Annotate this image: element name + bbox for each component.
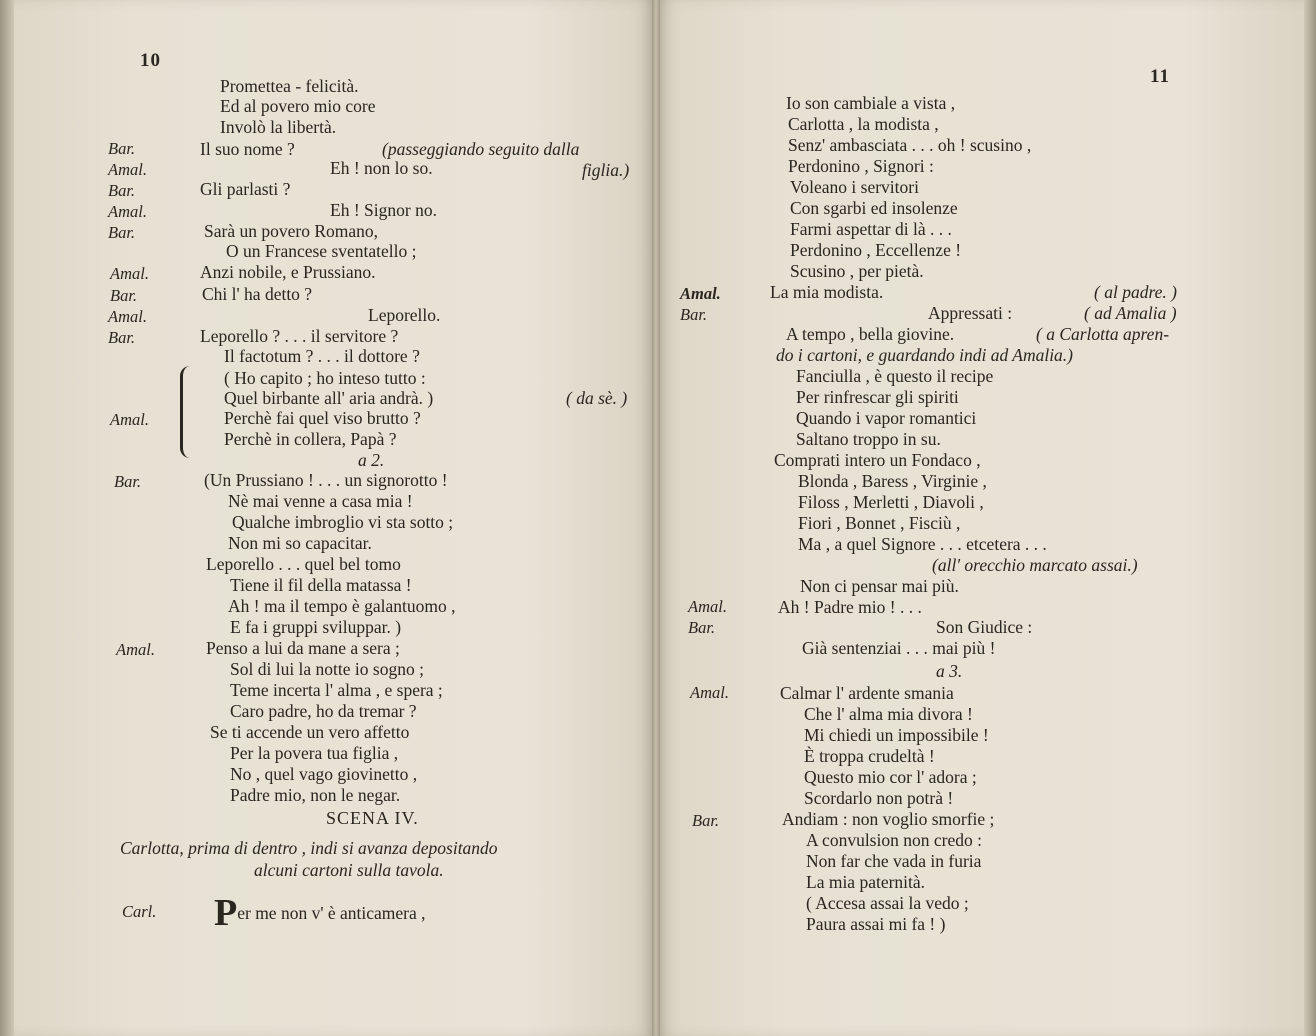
speaker-label: Carl.: [122, 902, 157, 921]
ensemble-marker: a 2.: [358, 450, 385, 470]
verse-line: Ma , a quel Signore . . . etcetera . . .: [798, 534, 1047, 554]
speaker-label: Amal.: [116, 640, 155, 659]
speaker-label: Bar.: [114, 472, 142, 491]
verse-line: Già sentenziai . . . mai più !: [802, 638, 996, 658]
speaker-label: Amal.: [690, 683, 729, 702]
verse-line: Appressati :: [928, 303, 1013, 323]
verse-line: Senz' ambasciata . . . oh ! scusino ,: [788, 135, 1032, 155]
verse-line: Mi chiedi un impossibile !: [804, 725, 989, 745]
speaker-label: Amal.: [108, 202, 147, 221]
book-edge-left: [0, 0, 14, 1036]
verse-line: Per la povera tua figlia ,: [230, 743, 399, 763]
verse-line: La mia modista.: [770, 282, 884, 302]
page-number-right: 11: [1150, 66, 1170, 87]
verse-line: Tiene il fil della matassa !: [230, 575, 412, 595]
page-number-left: 10: [140, 50, 161, 71]
verse-line: Con sgarbi ed insolenze: [790, 198, 958, 218]
verse-line: Quel birbante all' aria andrà. ): [224, 388, 434, 408]
verse-line: Farmi aspettar di là . . .: [790, 219, 952, 239]
verse-line: Promettea - felicità.: [220, 76, 359, 96]
verse-line: Anzi nobile, e Prussiano.: [200, 262, 376, 282]
ensemble-marker: a 3.: [936, 661, 963, 681]
speaker-label: Bar.: [692, 811, 720, 830]
verse-line: Perdonino , Signori :: [788, 156, 934, 176]
verse-line: La mia paternità.: [806, 872, 926, 892]
verse-line: Gli parlasti ?: [200, 179, 291, 199]
verse-line: Perdonino , Eccellenze !: [790, 240, 962, 260]
verse-line: Carlotta , la modista ,: [788, 114, 939, 134]
stage-direction: do i cartoni, e guardando indi ad Amalia.): [776, 345, 1074, 365]
verse-line: ( Ho capito ; ho inteso tutto :: [224, 368, 426, 388]
verse-line: Fanciulla , è questo il recipe: [796, 366, 994, 386]
speaker-label: Amal.: [110, 410, 149, 429]
verse-line: Involò la libertà.: [220, 117, 337, 137]
speaker-label: Bar.: [108, 181, 136, 200]
speaker-label: Amal.: [680, 284, 721, 303]
verse-line: Comprati intero un Fondaco ,: [774, 450, 981, 470]
verse-line: [214, 892, 426, 934]
stage-direction: ( a Carlotta apren-: [1036, 324, 1170, 344]
verse-line: Scusino , per pietà.: [790, 261, 924, 281]
speaker-label: Amal.: [108, 160, 147, 179]
stage-direction: ( ad Amalia ): [1084, 303, 1177, 323]
verse-line: E fa i gruppi sviluppar. ): [230, 617, 402, 637]
verse-text: er me non v' è anticamera ,: [237, 903, 426, 923]
verse-line: Scordarlo non potrà !: [804, 788, 954, 808]
verse-line: Paura assai mi fa ! ): [806, 914, 946, 934]
book-gutter: [652, 0, 660, 1036]
speaker-label: Bar.: [108, 328, 136, 347]
verse-line: Ed al povero mio core: [220, 96, 376, 116]
speaker-label: Amal.: [110, 264, 149, 283]
stage-direction: (all' orecchio marcato assai.): [932, 555, 1138, 575]
verse-line: Sarà un povero Romano,: [204, 221, 378, 241]
verse-line: Blonda , Baress , Virginie ,: [798, 471, 987, 491]
verse-line: Nè mai venne a casa mia !: [228, 491, 413, 511]
speaker-label: Bar.: [108, 139, 136, 158]
verse-line: Se ti accende un vero affetto: [210, 722, 410, 742]
verse-line: Ah ! Padre mio ! . . .: [778, 597, 922, 617]
verse-line: Calmar l' ardente smania: [780, 683, 954, 703]
verse-line: O un Francese sventatello ;: [226, 241, 417, 261]
verse-line: Leporello . . . quel bel tomo: [206, 554, 401, 574]
brace-bracket: [180, 366, 197, 458]
stage-direction: Carlotta, prima di dentro , indi si avanza depositando: [120, 838, 498, 858]
verse-line: Questo mio cor l' adora ;: [804, 767, 977, 787]
verse-line: Saltano troppo in su.: [796, 429, 941, 449]
verse-line: Voleano i servitori: [790, 177, 919, 197]
verse-line: Perchè in collera, Papà ?: [224, 429, 397, 449]
verse-line: Non ci pensar mai più.: [800, 576, 959, 596]
verse-line: Non far che vada in furia: [806, 851, 982, 871]
speaker-label: Bar.: [110, 286, 138, 305]
verse-line: Qualche imbroglio vi sta sotto ;: [232, 512, 454, 532]
book-edge-right: [1304, 0, 1316, 1036]
verse-line: Quando i vapor romantici: [796, 408, 977, 428]
verse-line: Penso a lui da mane a sera ;: [206, 638, 400, 658]
verse-line: Padre mio, non le negar.: [230, 785, 401, 805]
speaker-label: Bar.: [108, 223, 136, 242]
verse-line: Ah ! ma il tempo è galantuomo ,: [228, 596, 456, 616]
verse-line: Chi l' ha detto ?: [202, 284, 313, 304]
verse-line: ( Accesa assai la vedo ;: [806, 893, 969, 913]
stage-direction: (passeggiando seguito dalla: [382, 139, 580, 159]
speaker-label: Amal.: [108, 307, 147, 326]
verse-line: Leporello.: [368, 305, 441, 325]
verse-line: Che l' alma mia divora !: [804, 704, 973, 724]
stage-direction: figlia.): [582, 160, 630, 180]
verse-line: Filoss , Merletti , Diavoli ,: [798, 492, 984, 512]
speaker-label: Bar.: [688, 618, 716, 637]
verse-line: Caro padre, ho da tremar ?: [230, 701, 417, 721]
verse-line: Fiori , Bonnet , Fisciù ,: [798, 513, 961, 533]
verse-line: Per rinfrescar gli spiriti: [796, 387, 959, 407]
verse-line: Sol di lui la notte io sogno ;: [230, 659, 424, 679]
verse-line: Eh ! non lo so.: [330, 158, 433, 178]
drop-cap: P: [214, 892, 238, 934]
verse-line: Io son cambiale a vista ,: [786, 93, 956, 113]
verse-line: Andiam : non voglio smorfie ;: [782, 809, 995, 829]
stage-direction: ( al padre. ): [1094, 282, 1177, 302]
verse-line: A tempo , bella giovine.: [786, 324, 955, 344]
verse-line: Il suo nome ?: [200, 139, 295, 159]
stage-direction: ( da sè. ): [566, 388, 628, 408]
verse-line: Leporello ? . . . il servitore ?: [200, 326, 399, 346]
right-page: [656, 0, 1316, 1036]
verse-line: Teme incerta l' alma , e spera ;: [230, 680, 443, 700]
speaker-label: Bar.: [680, 305, 708, 324]
verse-line: Il factotum ? . . . il dottore ?: [224, 346, 420, 366]
speaker-label: Amal.: [688, 597, 727, 616]
verse-line: (Un Prussiano ! . . . un signorotto !: [204, 470, 448, 490]
verse-line: No , quel vago giovinetto ,: [230, 764, 418, 784]
verse-line: A convulsion non credo :: [806, 830, 982, 850]
verse-line: Non mi so capacitar.: [228, 533, 372, 553]
verse-line: Son Giudice :: [936, 617, 1033, 637]
verse-line: Eh ! Signor no.: [330, 200, 437, 220]
scene-title: SCENA IV.: [326, 808, 419, 828]
verse-line: Perchè fai quel viso brutto ?: [224, 408, 421, 428]
stage-direction: alcuni cartoni sulla tavola.: [254, 860, 444, 880]
verse-line: È troppa crudeltà !: [804, 746, 935, 766]
